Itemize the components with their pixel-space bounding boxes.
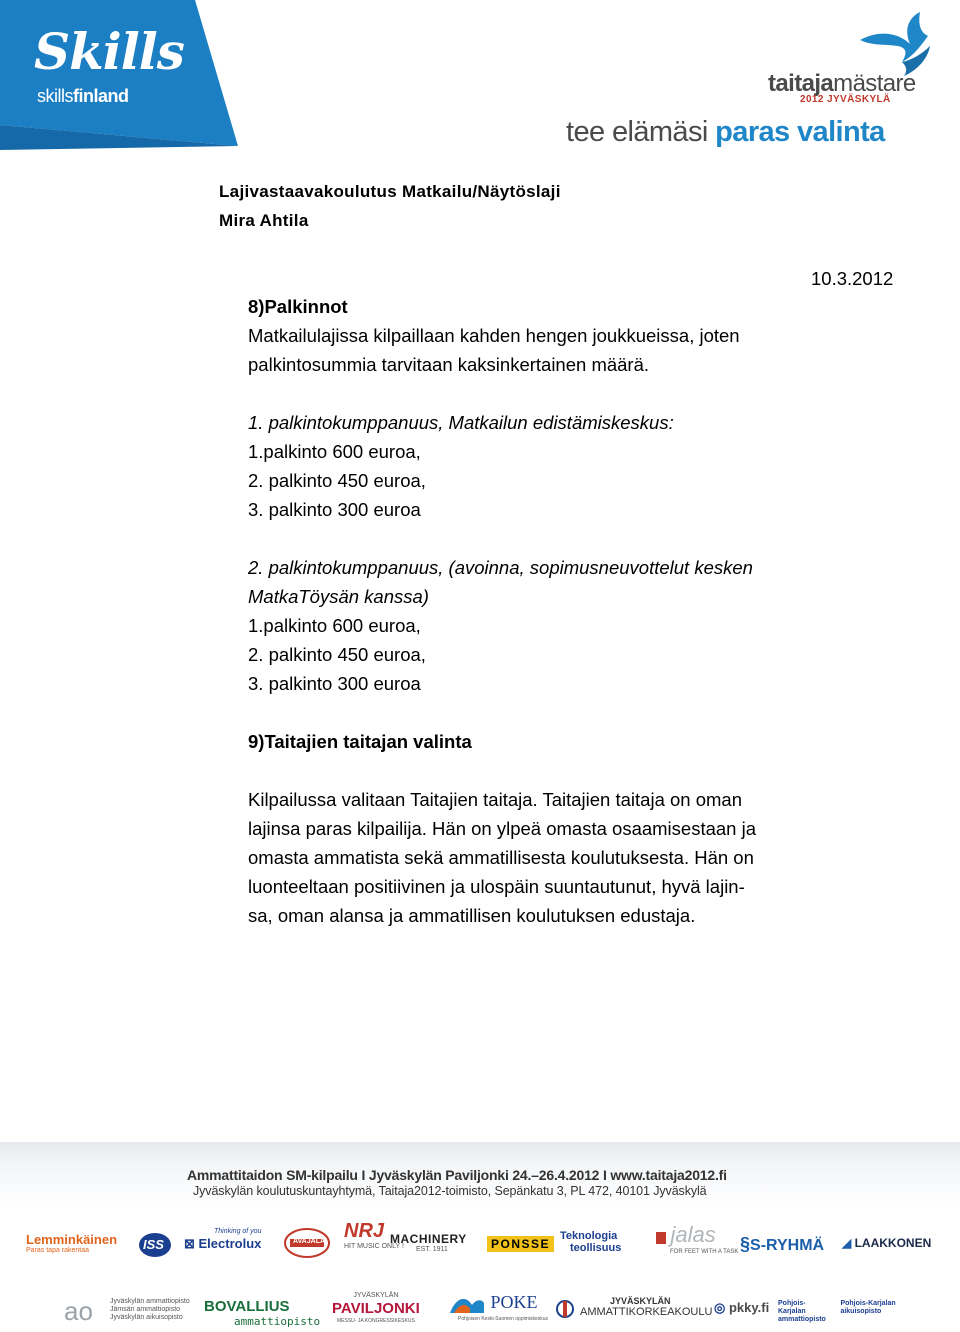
partnership-1-heading: 1. palkintokumppanuus, Matkailun edistämiskeskus:	[248, 412, 674, 433]
prize-item: 2. palkinto 450 euroa,	[248, 644, 426, 665]
slogan: tee elämäsi paras valinta	[566, 116, 885, 148]
footer-address: Jyväskylän koulutuskuntayhtymä, Taitaja2012-toimisto, Sepänkatu 3, PL 472, 40101 Jyväskylä	[193, 1184, 707, 1198]
section-8-intro-line: Matkailulajissa kilpaillaan kahden hengen joukkueissa, joten	[248, 325, 740, 346]
partnership-2-heading: 2. palkintokumppanuus, (avoinna, sopimusneuvottelut kesken	[248, 557, 753, 578]
s-ryhma-logo: §S-RYHMÄ	[740, 1234, 825, 1254]
laakkonen-logo: ◢ LAAKKONEN	[842, 1236, 932, 1250]
bird-icon	[858, 10, 938, 78]
document-author: Mira Ahtila	[219, 211, 309, 230]
ao-logo: ao Jyväskylän ammattiopisto Jämsän ammattiopisto Jyväskylän aikuisopisto	[64, 1296, 190, 1326]
skills-logo-script: Skills	[34, 22, 184, 81]
poke-logo: POKE Pohjoisen Keski-Suomen oppimiskeskus	[448, 1292, 548, 1323]
section-9-line: lajinsa paras kilpailija. Hän on ylpeä omasta osaamisestaan ja	[248, 818, 757, 839]
skills-finland-wordmark: skillsfinland	[37, 86, 129, 106]
pkky-logo: ◎ pkky.fi	[714, 1300, 770, 1315]
section-9-line: Kilpailussa valitaan Taitajien taitaja. Taitajien taitaja on oman	[248, 789, 742, 810]
teknologiateollisuus-logo: Teknologia teollisuus	[560, 1230, 622, 1254]
taitajamastare-subtitle: 2012 JYVÄSKYLÄ	[800, 94, 891, 105]
section-9-line: luonteeltaan positiivinen ja ulospäin suuntautunut, hyvä lajin-	[248, 876, 745, 897]
prize-item: 3. palkinto 300 euroa	[248, 499, 421, 520]
lemminkainen-logo: Lemminkäinen Paras tapa rakentaa	[26, 1232, 118, 1254]
prize-item: 1.palkinto 600 euroa,	[248, 441, 421, 462]
prize-item: 2. palkinto 450 euroa,	[248, 470, 426, 491]
footer-event-info: Ammattitaidon SM-kilpailu I Jyväskylän Paviljonki 24.–26.4.2012 I www.taitaja2012.fi	[187, 1167, 727, 1183]
ponsse-logo: PONSSE	[487, 1236, 554, 1252]
machinery-logo: MACHINERY EST. 1911	[390, 1232, 467, 1253]
section-8-intro-line: palkintosummia tarvitaan kaksinkertainen määrä.	[248, 354, 650, 375]
section-9-line: sa, oman alansa ja ammatillisen koulutuksen edustaja.	[248, 905, 696, 926]
paviljonki-logo: JYVÄSKYLÄN PAVILJONKI MESSU- JA KONGRESSIKESKUS	[332, 1292, 420, 1324]
partnership-2-heading-cont: MatkaTöysän kanssa)	[248, 586, 429, 607]
jalas-logo: jalas FOR FEET WITH A TASK	[656, 1222, 738, 1256]
avajala-logo: AVAJALA	[284, 1228, 330, 1263]
taitajamastare-logo: taitajamästare	[768, 70, 916, 97]
pohjois-karjala-logos: Pohjois-Karjalan ammattiopisto Pohjois-Karjalan aikuisopisto	[778, 1300, 896, 1323]
page-header	[0, 0, 960, 160]
jamk-emblem-icon	[556, 1298, 574, 1320]
document-title: Lajivastaavakoulutus Matkailu/Näytöslaji	[219, 182, 561, 201]
poke-wave-icon	[448, 1293, 486, 1315]
section-8-heading: 8)Palkinnot	[248, 296, 348, 317]
section-9-heading: 9)Taitajien taitajan valinta	[248, 731, 472, 752]
section-9-line: omasta ammatista sekä ammatillisesta koulutuksesta. Hän on	[248, 847, 754, 868]
prize-item: 3. palkinto 300 euroa	[248, 673, 421, 694]
prize-item: 1.palkinto 600 euroa,	[248, 615, 421, 636]
electrolux-logo: Thinking of you ⊠ Electrolux	[184, 1228, 262, 1251]
document-date: 10.3.2012	[811, 268, 894, 289]
nrj-logo: NRJ HIT MUSIC ONLY !	[344, 1220, 404, 1250]
bovallius-logo: BOVALLIUS ammattiopisto	[204, 1298, 321, 1328]
